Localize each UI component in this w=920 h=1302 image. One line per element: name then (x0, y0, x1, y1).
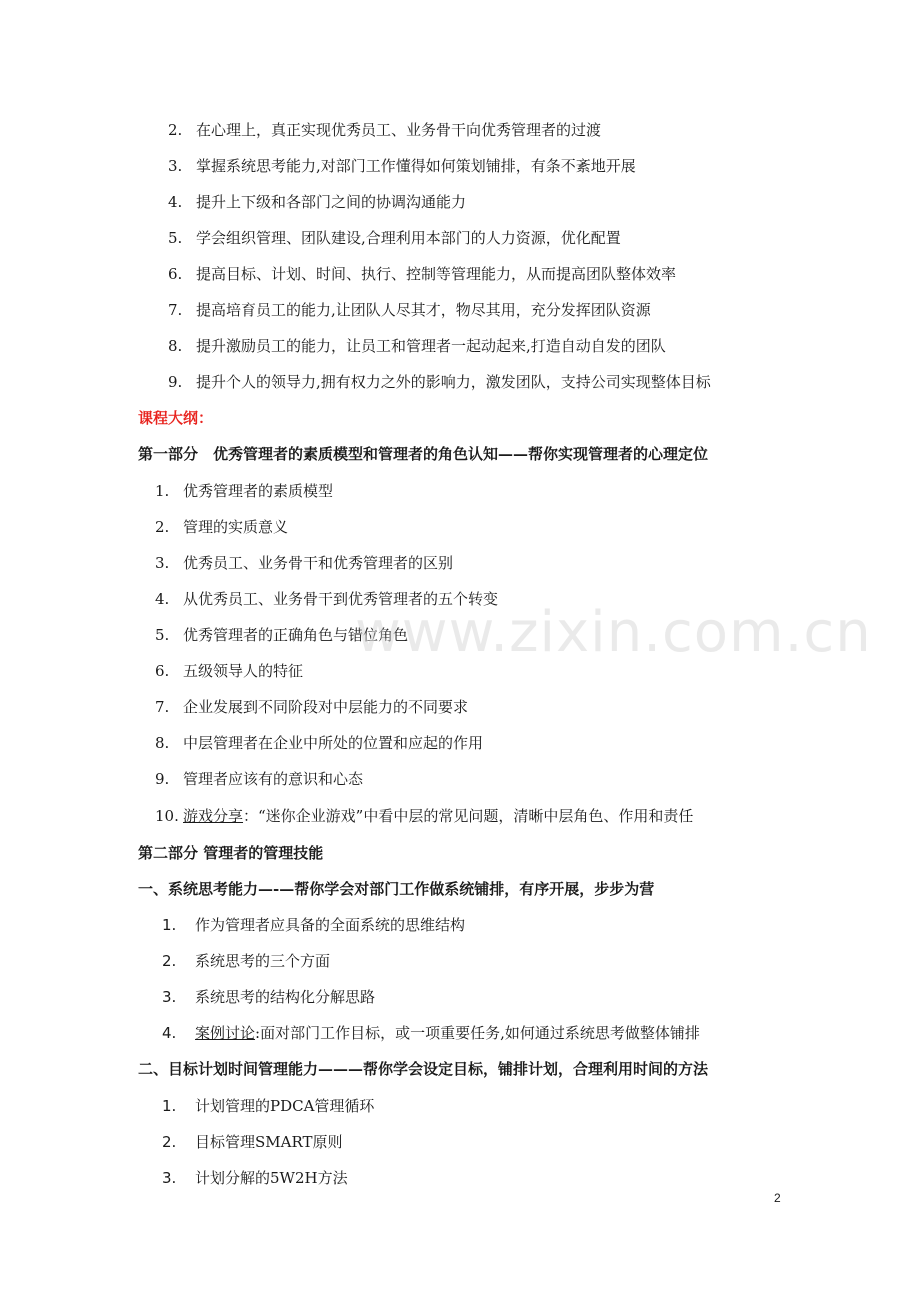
list-item (168, 300, 651, 320)
outline-heading: 课程大纲： (138, 409, 214, 427)
item-number: 8. (155, 734, 170, 752)
item-text: 掌握系统思考能力,对部门工作懂得如何策划铺排，有条不紊地开展 (196, 157, 636, 175)
list-item (155, 517, 288, 537)
list-item (168, 228, 621, 248)
item-text: 提高培育员工的能力,让团队人尽其才，物尽其用，充分发挥团队资源 (196, 301, 651, 319)
case-discussion-label: 案例讨论 (195, 1024, 256, 1042)
item-number: 2. (162, 1133, 177, 1151)
item-text: 提升上下级和各部门之间的协调沟通能力 (196, 193, 467, 211)
item-number: 5. (168, 229, 183, 247)
list-item (155, 697, 468, 717)
list-item (162, 1023, 700, 1043)
item-text: 提高目标、计划、时间、执行、控制等管理能力，从而提高团队整体效率 (196, 265, 677, 283)
game-share-label: 游戏分享 (183, 807, 244, 825)
list-item (155, 806, 693, 826)
list-item (155, 769, 363, 789)
item-number: 4. (168, 193, 183, 211)
part1-title: 第一部分 优秀管理者的素质模型和管理者的角色认知——帮你实现管理者的心理定位 (138, 445, 709, 463)
list-item (162, 915, 465, 935)
item-text: 管理的实质意义 (183, 518, 289, 536)
item-number: 9. (155, 770, 170, 788)
item-text: ：“迷你企业游戏”中看中层的常见问题，清晰中层角色、作用和责任 (243, 807, 694, 825)
list-item (162, 1132, 343, 1152)
item-number: 1. (162, 1097, 177, 1115)
list-item (162, 1168, 348, 1188)
section2-title: 二、目标计划时间管理能力———帮你学会设定目标，铺排计划，合理利用时间的方法 (138, 1060, 709, 1078)
page-number: 2 (774, 1191, 781, 1205)
item-number: 3. (168, 157, 183, 175)
item-text: 从优秀员工、业务骨干到优秀管理者的五个转变 (183, 590, 499, 608)
item-text: 管理者应该有的意识和心态 (183, 770, 364, 788)
list-item (168, 156, 636, 176)
item-number: 1. (155, 482, 170, 500)
item-text: 企业发展到不同阶段对中层能力的不同要求 (183, 698, 469, 716)
item-number: 4. (155, 590, 170, 608)
item-text: 提升个人的领导力,拥有权力之外的影响力，激发团队，支持公司实现整体目标 (196, 373, 711, 391)
item-number: 9. (168, 373, 183, 391)
list-item (155, 661, 303, 681)
list-item (155, 553, 453, 573)
item-number: 3. (155, 554, 170, 572)
item-text: 优秀管理者的正确角色与错位角色 (183, 626, 409, 644)
item-number: 8. (168, 337, 183, 355)
list-item (168, 372, 711, 392)
list-item (162, 951, 330, 971)
item-number: 2. (168, 121, 183, 139)
item-text: :面对部门工作目标，或一项重要任务,如何通过系统思考做整体铺排 (255, 1024, 700, 1042)
item-number: 3. (162, 1169, 177, 1187)
item-number: 10. (155, 807, 179, 825)
item-text: 作为管理者应具备的全面系统的思维结构 (195, 916, 466, 934)
item-text: 优秀管理者的素质模型 (183, 482, 334, 500)
list-item (155, 481, 333, 501)
item-number: 2. (162, 952, 177, 970)
item-number: 4. (162, 1024, 177, 1042)
item-text: 提升激励员工的能力，让员工和管理者一起动起来,打造自动自发的团队 (196, 337, 666, 355)
item-text: 学会组织管理、团队建设,合理利用本部门的人力资源，优化配置 (196, 229, 621, 247)
list-item (168, 264, 676, 284)
item-number: 3. (162, 988, 177, 1006)
list-item (162, 1096, 374, 1116)
item-text: 目标管理SMART原则 (195, 1133, 343, 1151)
item-number: 7. (168, 301, 183, 319)
list-item (168, 336, 666, 356)
item-number: 7. (155, 698, 170, 716)
item-text: 计划管理的PDCA管理循环 (195, 1097, 375, 1115)
watermark: www.zixin.com.cn (355, 600, 872, 665)
list-item (168, 120, 601, 140)
item-number: 2. (155, 518, 170, 536)
item-text: 系统思考的结构化分解思路 (195, 988, 376, 1006)
item-text: 五级领导人的特征 (183, 662, 304, 680)
part2-title: 第二部分 管理者的管理技能 (138, 844, 324, 862)
list-item (162, 987, 375, 1007)
item-number: 6. (168, 265, 183, 283)
item-number: 6. (155, 662, 170, 680)
item-text: 计划分解的5W2H方法 (195, 1169, 348, 1187)
list-item (168, 192, 466, 212)
item-number: 5. (155, 626, 170, 644)
item-text: 在心理上，真正实现优秀员工、业务骨干向优秀管理者的过渡 (196, 121, 602, 139)
item-number: 1. (162, 916, 177, 934)
item-text: 中层管理者在企业中所处的位置和应起的作用 (183, 734, 484, 752)
item-text: 优秀员工、业务骨干和优秀管理者的区别 (183, 554, 454, 572)
item-text: 系统思考的三个方面 (195, 952, 331, 970)
list-item (155, 733, 483, 753)
section1-title: 一、系统思考能力—-—帮你学会对部门工作做系统铺排，有序开展，步步为营 (138, 880, 655, 898)
